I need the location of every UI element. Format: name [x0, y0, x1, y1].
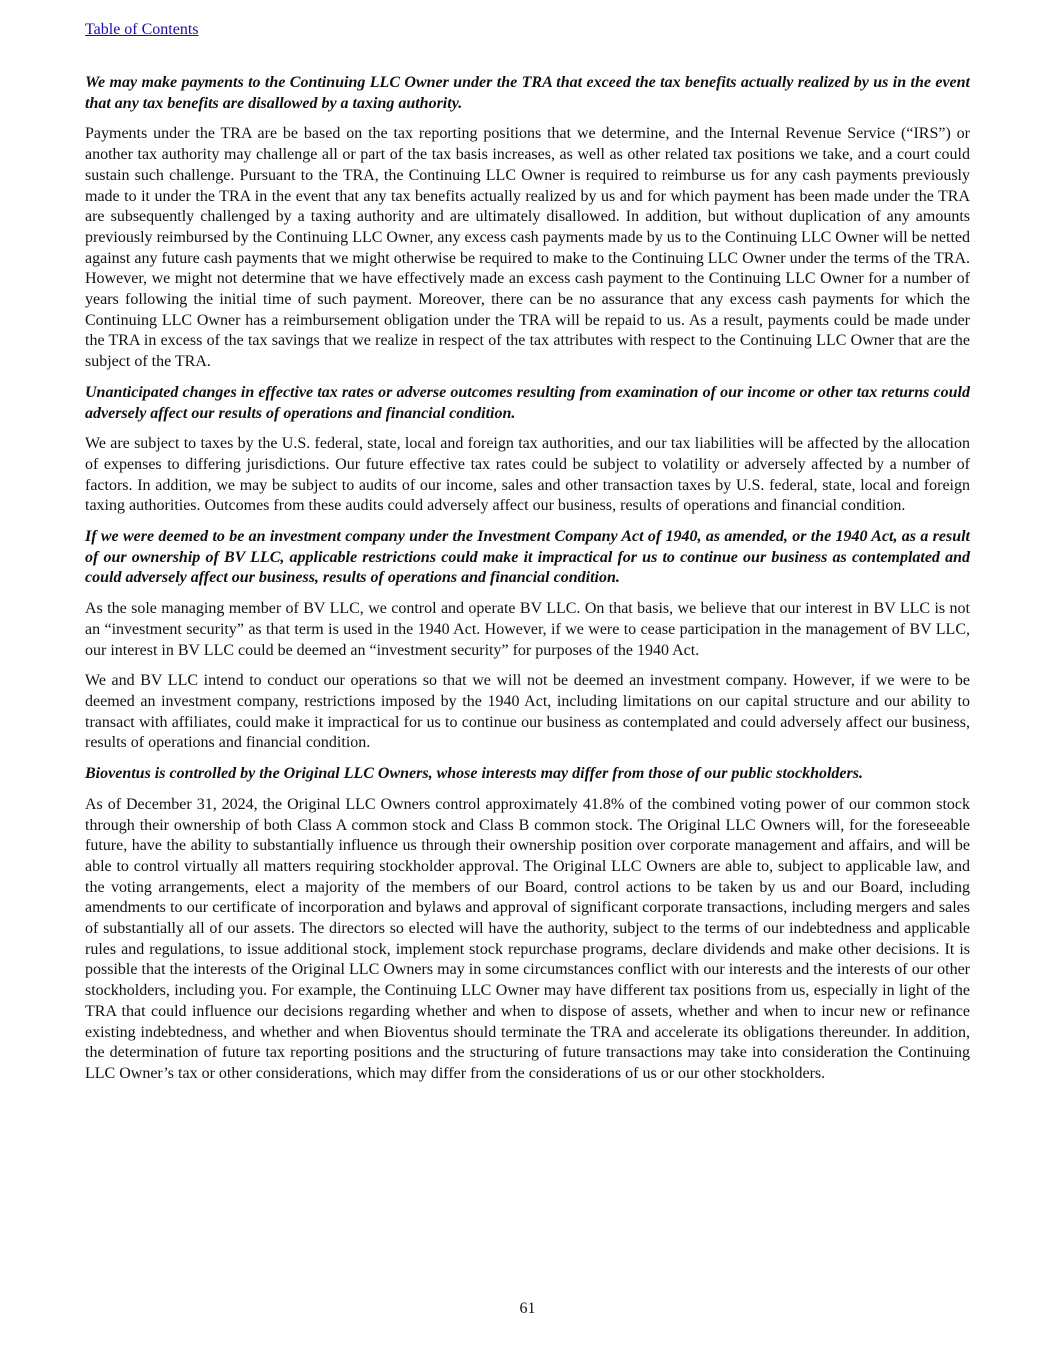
- section-heading: Unanticipated changes in effective tax rates or adverse outcomes resulting from examination of our income or other tax returns could adversely affect our results of operations and financial condition.: [85, 383, 970, 422]
- page-number: 61: [519, 1300, 536, 1317]
- section-paragraph: As the sole managing member of BV LLC, we control and operate BV LLC. On that basis, we believe that our interest in BV LLC is not an “investment security” as that term is used in the 1940 Act. However, if we were to cease participation in the management of BV LLC, our interest in BV LLC could be deemed an “investment security” for purposes of the 1940 Act.: [85, 600, 970, 659]
- section-paragraph: As of December 31, 2024, the Original LLC Owners control approximately 41.8% of the combined voting power of our common stock through their ownership of both Class A common stock and Class B common stock. The Original LLC Owners will, for the foreseeable future, have the ability to substantially influence us through their ownership position over corporate management and affairs, and will be able to control virtually all matters requiring stockholder approval. The Original LLC Owners are able to, subject to applicable law, and the voting arrangements, elect a majority of the members of our Board, control actions to be taken by us and our Board, including amendments to our certificate of incorporation and bylaws and approval of significant corporate transactions, including mergers and sales of substantially all of our assets. The directors so elected will have the authority, subject to the terms of our indebtedness and applicable rules and regulations, to issue additional stock, implement stock repurchase programs, declare dividends and make other decisions. It is possible that the interests of the Original LLC Owners may in some circumstances conflict with our interests and the interests of our other stockholders, including you. For example, the Continuing LLC Owner may have different tax positions from us, especially in light of the TRA that could influence our decisions regarding whether and when to dispose of assets, whether and when to incur new or refinance existing indebtedness, and whether and when Bioventus should terminate the TRA and accelerate its obligations thereunder. In addition, the determination of future tax reporting positions and the structuring of future transactions may take into consideration the Continuing LLC Owner’s tax or other considerations, which may differ from the considerations of us or our other stockholders.: [85, 795, 970, 1082]
- section-paragraph: Payments under the TRA are be based on the tax reporting positions that we determine, and the Internal Revenue Service (“IRS”) or another tax authority may challenge all or part of the tax basis increases, as well as other related tax positions we take, and a court could sustain such challenge. Pursuant to the TRA, the Continuing LLC Owner is required to reimburse us for any cash payments previously made to it under the TRA in the event that any tax benefits actually realized by us and for which payment has been made under the TRA are subsequently challenged by a taxing authority and are ultimately disallowed. In addition, but without duplication of any amounts previously reimbursed by the Continuing LLC Owner, any excess cash payments made by us to the Continuing LLC Owner will be netted against any future cash payments that we might otherwise be required to make to the Continuing LLC Owner under the terms of the TRA. However, we might not determine that we have effectively made an excess cash payment to the Continuing LLC Owner for a number of years following the initial time of such payment. Moreover, there can be no assurance that any excess cash payments for which the Continuing LLC Owner has a reimbursement obligation under the TRA will be repaid to us. As a result, payments could be made under the TRA in excess of the tax savings that we realize in respect of the tax attributes with respect to the Continuing LLC Owner that are the subject of the TRA.: [85, 125, 970, 371]
- section-paragraph: We are subject to taxes by the U.S. federal, state, local and foreign tax authorities, and our tax liabilities will be affected by the allocation of expenses to differing jurisdictions. Our future effective tax rates could be subject to volatility or adversely affected by a number of factors. In addition, we may be subject to audits of our income, sales and other transaction taxes by U.S. federal, state, local and foreign taxing authorities. Outcomes from these audits could adversely affect our business, results of operations and financial condition.: [85, 435, 970, 515]
- section-heading: We may make payments to the Continuing LLC Owner under the TRA that exceed the tax benefits actually realized by us in the event that any tax benefits are disallowed by a taxing authority.: [85, 74, 970, 112]
- section-heading: If we were deemed to be an investment company under the Investment Company Act of 1940, as amended, or the 1940 Act, as a result of our ownership of BV LLC, applicable restrictions could make it impractical for us to continue our business as contemplated and could adversely affect our business, results of operations and financial condition.: [85, 528, 970, 587]
- section-heading: Bioventus is controlled by the Original LLC Owners, whose interests may differ from those of our public stockholders.: [85, 765, 863, 783]
- document-body: [85, 73, 970, 1095]
- table-of-contents-link[interactable]: Table of Contents: [85, 21, 199, 38]
- section-paragraph: We and BV LLC intend to conduct our operations so that we will not be deemed an investment company. However, if we were to be deemed an investment company, restrictions imposed by the 1940 Act, including limitations on our capital structure and our ability to transact with affiliates, could make it impractical for us to continue our business as contemplated and could adversely affect our business, results of operations and financial condition.: [85, 672, 970, 752]
